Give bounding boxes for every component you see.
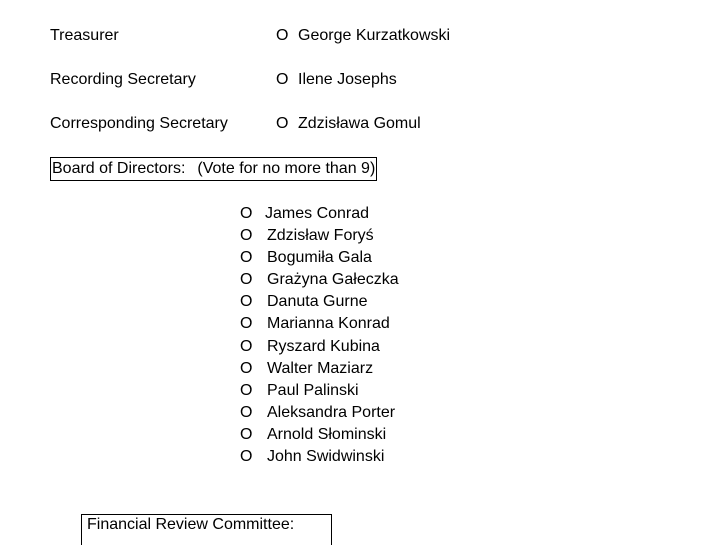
vote-bubble[interactable]: O (240, 425, 253, 443)
vote-bubble[interactable]: O (240, 337, 253, 355)
vote-bubble-treasurer[interactable]: O (276, 27, 289, 44)
candidate-name-corresponding-secretary: Zdzisława Gomul (298, 115, 421, 132)
candidate-name: Zdzisław Foryś (267, 227, 374, 245)
candidate-name: Arnold Słominski (267, 425, 387, 443)
candidate-name: James Conrad (265, 205, 370, 222)
vote-bubble[interactable]: O (240, 227, 253, 245)
candidate-name: Paul Palinski (267, 381, 359, 399)
candidate-name: Walter Maziarz (267, 359, 374, 377)
candidate-name-recording-secretary: Ilene Josephs (298, 71, 397, 88)
candidate-name: Ryszard Kubina (267, 337, 380, 355)
vote-bubble[interactable]: O (240, 448, 253, 466)
board-vote-instruction: (Vote for no more than 9) (197, 160, 376, 177)
vote-bubble[interactable]: O (240, 293, 253, 311)
candidate-name: Bogumiła Gala (267, 249, 372, 267)
office-title-corresponding-secretary: Corresponding Secretary (50, 115, 228, 132)
office-title-recording-secretary: Recording Secretary (50, 71, 196, 88)
vote-bubble[interactable]: O (240, 249, 253, 267)
candidate-name-treasurer: George Kurzatkowski (298, 27, 451, 44)
vote-bubble[interactable]: O (240, 403, 253, 421)
vote-bubble-recording-secretary[interactable]: O (276, 71, 289, 88)
vote-bubble[interactable]: O (240, 359, 253, 377)
vote-bubble[interactable]: O (240, 205, 253, 222)
candidate-name: Marianna Konrad (267, 315, 390, 333)
vote-bubble[interactable]: O (240, 381, 253, 399)
vote-bubble-corresponding-secretary[interactable]: O (276, 115, 289, 132)
candidate-name: Danuta Gurne (267, 293, 368, 311)
vote-bubble[interactable]: O (240, 315, 253, 333)
candidate-name: John Swidwinski (267, 448, 385, 466)
office-title-treasurer: Treasurer (50, 27, 119, 44)
board-heading-label: Board of Directors: (52, 160, 186, 177)
candidate-name: Aleksandra Porter (267, 403, 396, 421)
vote-bubble[interactable]: O (240, 271, 253, 289)
board-of-directors-heading (50, 157, 377, 181)
candidate-name: Grażyna Gałeczka (267, 271, 399, 289)
financial-review-heading-label: Financial Review Committee: (87, 516, 295, 533)
financial-review-committee-heading (81, 514, 332, 545)
